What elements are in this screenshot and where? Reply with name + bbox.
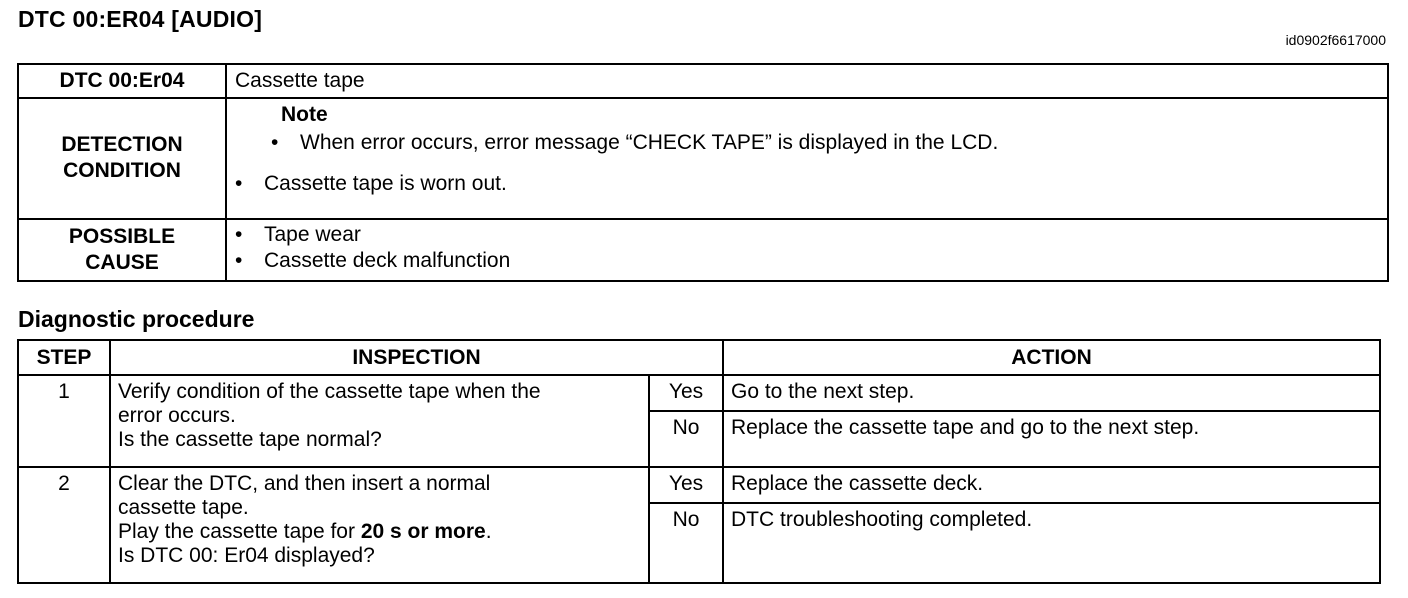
inspection-header: INSPECTION: [110, 340, 723, 375]
step-2-yes-row: [18, 467, 1380, 503]
dtc-code-value: Cassette tape: [226, 64, 1388, 98]
bullet-icon: [271, 128, 300, 158]
diagnostic-procedure-table: [17, 339, 1381, 584]
cause-item-text: Cassette deck malfunction: [264, 248, 511, 272]
possible-cause-label: [18, 219, 226, 281]
inspection-line: Is the cassette tape normal?: [118, 428, 382, 451]
action-header: ACTION: [723, 340, 1380, 375]
yes-action: Replace the cassette deck.: [723, 467, 1380, 503]
no-action: Replace the cassette tape and go to the next step.: [723, 411, 1380, 467]
detection-label-line-1: DETECTION: [61, 133, 183, 157]
detection-condition-label: [18, 98, 226, 219]
document-id: id0902f6617000: [1285, 32, 1386, 48]
step-header: STEP: [18, 340, 110, 375]
play-suffix: .: [485, 520, 492, 543]
bullet-icon: [235, 222, 264, 248]
no-label: No: [649, 503, 723, 583]
step-number: 1: [18, 375, 110, 467]
cause-item: [235, 222, 1387, 248]
no-action: DTC troubleshooting completed.: [723, 503, 1380, 583]
step-number: 2: [18, 467, 110, 583]
inspection-line: Verify condition of the cassette tape when the: [118, 380, 541, 403]
inspection-line: [118, 520, 648, 544]
play-duration: 20 s or more: [360, 520, 486, 543]
bullet-icon: [235, 248, 264, 274]
dtc-info-table: [17, 63, 1389, 282]
detection-item-text: Cassette tape is worn out.: [264, 172, 507, 196]
cause-item-text: Tape wear: [264, 222, 361, 246]
dtc-code-label: DTC 00:Er04: [18, 64, 226, 98]
header-row: [18, 340, 1380, 375]
detection-item: [235, 171, 1387, 197]
play-prefix: Play the cassette tape for: [118, 520, 361, 543]
step-2-inspection: [110, 467, 649, 583]
note-text: When error occurs, error message “CHECK TAPE” is displayed in the LCD.: [300, 131, 999, 155]
inspection-line: cassette tape.: [118, 496, 249, 519]
yes-label: Yes: [649, 467, 723, 503]
cause-label-line-1: POSSIBLE: [68, 224, 176, 248]
possible-cause-row: [18, 219, 1388, 281]
step-1-yes-row: [18, 375, 1380, 411]
bullet-icon: [235, 171, 264, 197]
section-title: Diagnostic procedure: [18, 306, 255, 332]
detection-condition-value: [226, 98, 1388, 219]
dtc-code-row: [18, 64, 1388, 98]
note-item: [271, 128, 1387, 158]
inspection-line: Is DTC 00: Er04 displayed?: [118, 544, 375, 567]
yes-label: Yes: [649, 375, 723, 411]
detection-label-line-2: CONDITION: [63, 159, 181, 183]
possible-cause-value: [226, 219, 1388, 281]
page-title: DTC 00:ER04 [AUDIO]: [18, 6, 263, 32]
step-1-inspection: [110, 375, 649, 467]
cause-item: [235, 248, 1387, 274]
inspection-line: Clear the DTC, and then insert a normal: [118, 472, 491, 495]
no-label: No: [649, 411, 723, 467]
yes-action: Go to the next step.: [723, 375, 1380, 411]
cause-label-line-2: CAUSE: [85, 250, 159, 274]
note-heading: Note: [281, 103, 328, 127]
detection-condition-row: [18, 98, 1388, 219]
inspection-line: error occurs.: [118, 404, 236, 427]
